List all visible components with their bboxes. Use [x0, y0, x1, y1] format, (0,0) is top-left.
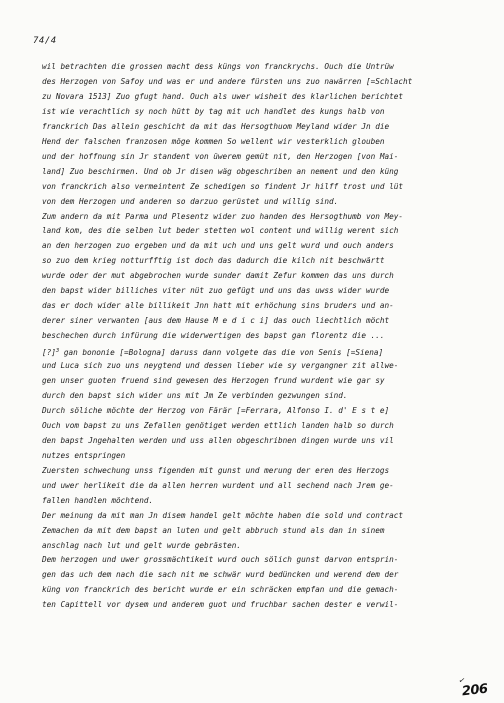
text-line: Hend der falschen franzosen möge kommen So wellent wir vesterklich glouben [42, 136, 385, 146]
text-line: Dem herzogen und uwer grossmächtikeit wurd ouch sölich gunst darvon entsprin- [42, 555, 399, 565]
text-line-rest: gan bononie [=Bologna] daruss dann volgete das die von Senis [=Siena] [59, 348, 384, 358]
text-line-footnote [42, 344, 487, 359]
footnote-number: 3 [55, 348, 60, 355]
text-line: Zum andern da mit Parma und Plesentz wider zuo handen des Hersogthumb von Mey- [42, 211, 404, 221]
text-line: von franckrich also vermeintent Ze schedigen so findent Jr hilff trost und lüt [42, 181, 404, 191]
text-line: land] Zuo beschirmen. Und ob Jr disen wäg obgeschriben an nement und den küng [42, 166, 399, 176]
text-line: franckrich Das allein geschicht da mit das Hersogthuom Meyland wider Jn die [42, 121, 390, 131]
text-line: beschechen durch infürung die widerwertigen des bapst gan florentz die ... [42, 331, 385, 341]
text-line: anschlag nach lut und gelt wurde gebrästen. [42, 540, 242, 550]
text-line: an den herzogen zuo ergeben und da mit uch und uns gelt wurd und ouch anders [42, 241, 394, 251]
text-line: Zuersten schwechung unss figenden mit gunst und merung der eren des Herzogs [42, 465, 390, 475]
text-line: Der meinung da mit man Jn disem handel gelt möchte haben die sold und contract [42, 510, 404, 520]
text-line: gen unser guoten fruend sind gewesen des Herzogen frund wurdent wie gar sy [42, 376, 385, 386]
text-line: und der hoffnung sin Jr standent von üwerem gemüt nit, den Herzogen [von Mai- [42, 151, 399, 161]
text-line: land kom, des die selben lut beder stetten wol content und willig werent sich [42, 226, 399, 236]
text-line: ist wie verachtlich sy noch hütt by tag mit uch handlet des kungs halb von [42, 106, 385, 116]
text-line: Durch söliche möchte der Herzog von Färär [=Ferrara, Alfonso I. d' E s t e] [42, 405, 390, 415]
text-line: gen das uch dem nach die sach nit me schwär wurd bedüncken und werend dem der [42, 570, 399, 580]
page-reference: 74/4 [33, 36, 57, 46]
text-line: wurde oder der mut abgebrochen wurde sunder damit Zefur kommen das uns durch [42, 271, 394, 281]
checkmark-icon: ✓ [458, 675, 466, 687]
text-line: so zuo dem krieg notturfftig ist doch das dadurch die kilch nit beschwärtt [42, 256, 385, 266]
text-line: derer siner verwanten [aus dem Hause M e d i c i] das ouch liechtlich möcht [42, 316, 390, 326]
text-line: Ouch vom bapst zu uns Zefallen genötiget werden ettlich landen halb so durch [42, 420, 394, 430]
folio-number: 206 [461, 681, 489, 700]
text-line: von dem Herzogen und anderen so darzuo gerüstet und willig sind. [42, 196, 339, 206]
text-line: ten Capittell vor dysem und anderem guot und fruchbar sachen dester e verwil- [42, 600, 399, 610]
text-line: und Luca sich zuo uns neygtend und dessen lieber wie sy vergangner zit allwe- [42, 361, 399, 371]
text-line: zu Novara 1513] Zuo gfugt hand. Ouch als uwer wisheit des klarlichen berichtet [42, 91, 404, 101]
text-line: und uwer herlikeit die da allen herren wurdent und all sechend nach Jrem ge- [42, 480, 394, 490]
text-line: Zemachen da mit dem bapst an luten und gelt abbruch stund als dan in sinem [42, 525, 385, 535]
text-line: den bapst wider billiches viter nüt zuo gefügt und uns das uwss wider wurde [42, 286, 390, 296]
text-line: das er doch wider alle billikeit Jnn hatt mit erhöchung sins bruders und an- [42, 301, 394, 311]
text-line: nutzes entspringen [42, 450, 126, 460]
text-line: wil betrachten die grossen macht dess küngs von franckrychs. Ouch die Untrüw [42, 62, 394, 71]
footnote-marker: [?] [42, 348, 56, 358]
text-line: fallen handlen möchtend. [42, 495, 154, 505]
text-line: den bapst Jngehalten werden und uss allen obgeschribnen dingen wurde uns vil [42, 435, 394, 445]
text-line: durch den bapst sich wider uns mit Jm Ze verbinden gezwungen sind. [42, 390, 348, 400]
text-line: des Herzogen von Safoy und was er und andere fürsten uns zuo nawärren [=Schlacht [42, 76, 413, 86]
body-text [42, 60, 487, 613]
text-line: küng von franckrich des bericht wurde er ein schräcken empfan und die gemach- [42, 585, 399, 595]
